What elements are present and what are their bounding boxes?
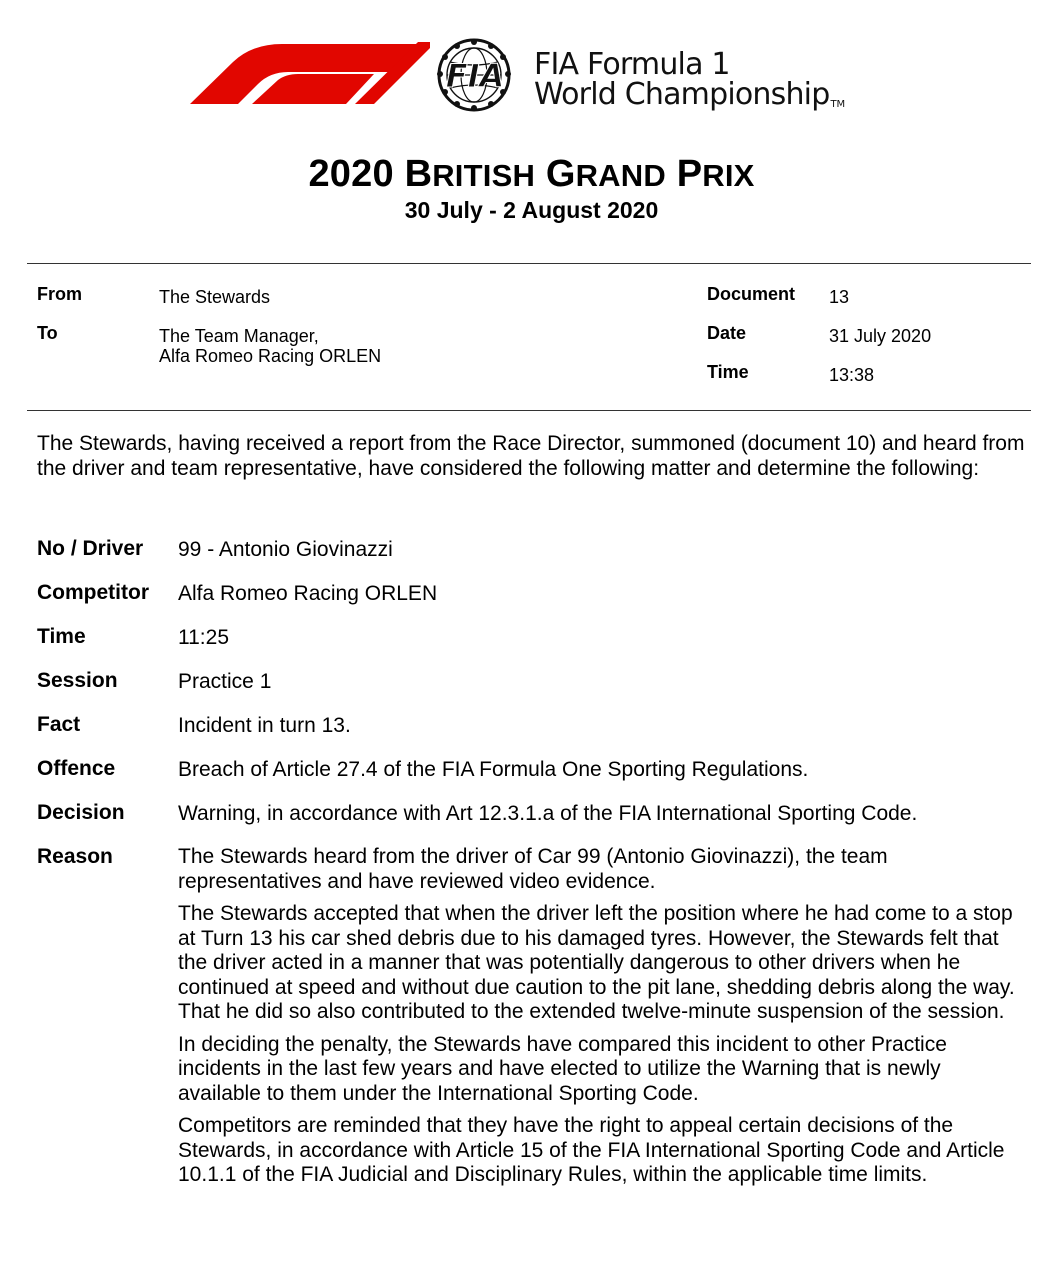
to-label: To — [37, 323, 58, 343]
logo-title-line2-text: World Championship — [534, 77, 830, 112]
incident-time-label: Time — [37, 625, 86, 648]
f1-logo-icon — [190, 40, 430, 106]
reason-paragraph: In deciding the penalty, the Stewards have compared this incident to other Practice incidents in the last few years and have elected to utilize the Warning that is newly available to them under the International Sporting Code. — [178, 1032, 947, 1105]
fia-badge-icon — [426, 38, 526, 112]
session-label: Session — [37, 669, 118, 692]
document-value: 13 — [829, 287, 850, 307]
offence-label: Offence — [37, 757, 116, 780]
event-name: BRITISH GRAND PRIX — [404, 153, 755, 195]
to-value-line2: Alfa Romeo Racing ORLEN — [159, 346, 382, 366]
offence-value: Breach of Article 27.4 of the FIA Formula One Sporting Regulations. — [178, 758, 809, 781]
driver-value: 99 - Antonio Giovinazzi — [178, 538, 393, 561]
time-value: 13:38 — [829, 365, 875, 385]
intro-paragraph: The Stewards, having received a report from the Race Director, summoned (document 10) and heard from the driver and team representative, have considered the following matter and determine the following: — [37, 432, 1025, 480]
fact-value: Incident in turn 13. — [178, 714, 351, 737]
event-title — [0, 153, 1063, 196]
reason-paragraph: The Stewards heard from the driver of Car 99 (Antonio Giovinazzi), the team representatives and have reviewed video evidence. — [178, 845, 888, 893]
fia-f1-logo — [190, 38, 890, 112]
incident-time-value: 11:25 — [178, 626, 229, 649]
competitor-value: Alfa Romeo Racing ORLEN — [178, 582, 438, 605]
date-value: 31 July 2020 — [829, 326, 932, 346]
logo-title-line2 — [534, 77, 845, 112]
time-label: Time — [707, 362, 749, 382]
fact-label: Fact — [37, 713, 81, 736]
event-dates: 30 July - 2 August 2020 — [404, 197, 659, 223]
reason-paragraph: Competitors are reminded that they have the right to appeal certain decisions of the Stewards, in accordance with Article 15 of the FIA International Sporting Code and Article 10.1.1 of the FIA Judicial and Disciplinary Rules, within the applicable time limits. — [178, 1114, 1005, 1186]
reason-label: Reason — [37, 845, 113, 868]
competitor-label: Competitor — [37, 581, 149, 604]
from-label: From — [37, 284, 82, 304]
decision-label: Decision — [37, 801, 125, 824]
date-label: Date — [707, 323, 747, 343]
document-label: Document — [707, 284, 796, 304]
trademark-mark: TM — [830, 99, 846, 110]
meta-divider — [27, 410, 1031, 411]
reason-paragraph: The Stewards accepted that when the driver left the position where he had come to a stop at Turn 13 his car shed debris due to his damaged tyres. However, the Stewards felt that the driver acted in a manner that was potentially dangerous to other drivers when he continued at speed and without due caution to the pit lane, shedding debris along the way. That he did so also contributed to the extended twelve-minute suspension of the session. — [178, 902, 1015, 1023]
fia-badge-text: FIA — [445, 57, 505, 95]
from-value: The Stewards — [159, 287, 271, 307]
decision-value: Warning, in accordance with Art 12.3.1.a of the FIA International Sporting Code. — [178, 802, 918, 825]
reason-text — [178, 845, 1028, 1196]
to-value-line1: The Team Manager, — [159, 326, 319, 346]
header-divider — [27, 263, 1031, 264]
event-year: 2020 — [308, 153, 394, 195]
logo-title-line1: FIA Formula 1 — [534, 47, 730, 82]
session-value: Practice 1 — [178, 670, 272, 693]
driver-label: No / Driver — [37, 537, 144, 560]
